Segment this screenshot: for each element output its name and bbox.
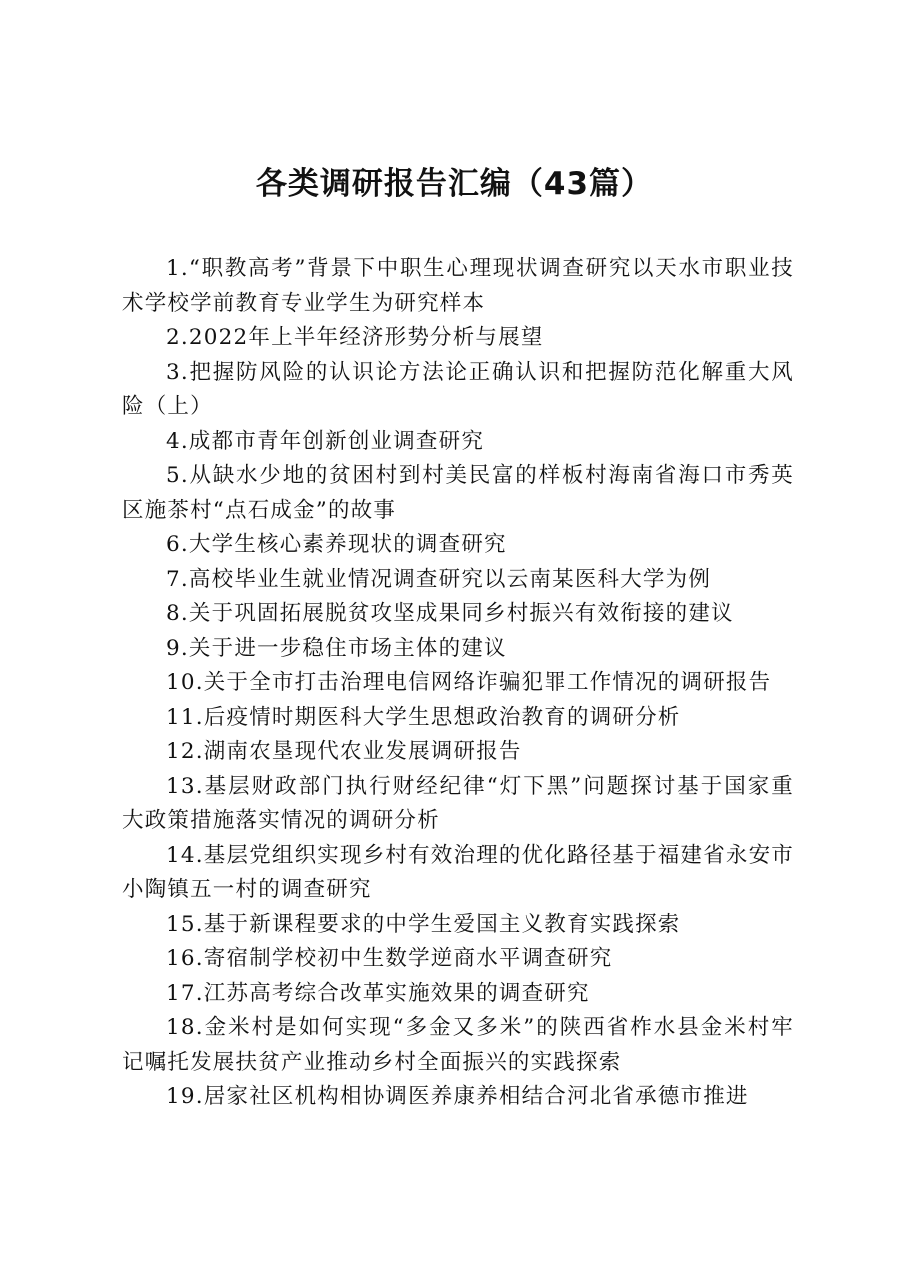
list-item: 6.大学生核心素养现状的调查研究 xyxy=(166,532,507,557)
report-list xyxy=(122,252,794,1115)
list-item: 14.基层党组织实现乡村有效治理的优化路径基于福建省永安市小陶镇五一村的调查研究 xyxy=(122,842,794,902)
list-item: 2.2022年上半年经济形势分析与展望 xyxy=(166,325,544,350)
list-item: 4.成都市青年创新创业调查研究 xyxy=(166,428,485,454)
list-item: 16.寄宿制学校初中生数学逆商水平调查研究 xyxy=(166,946,613,971)
list-item: 11.后疫情时期医科大学生思想政治教育的调研分析 xyxy=(166,704,681,730)
document-title: 各类调研报告汇编（43篇） xyxy=(255,166,654,202)
list-item: 18.金米村是如何实现“多金又多米”的陕西省柞水县金米村牢记嘱托发展扶贫产业推动乡村全面振兴的实践探索 xyxy=(122,1015,794,1075)
list-item: 8.关于巩固拓展脱贫攻坚成果同乡村振兴有效衔接的建议 xyxy=(166,601,734,626)
list-item: 1.“职教高考”背景下中职生心理现状调查研究以天水市职业技术学校学前教育专业学生为研究样本 xyxy=(122,256,794,316)
list-item: 3.把握防风险的认识论方法论正确认识和把握防范化解重大风险（上） xyxy=(122,359,794,419)
list-item: 17.江苏高考综合改革实施效果的调查研究 xyxy=(166,980,590,1006)
list-item: 7.高校毕业生就业情况调查研究以云南某医科大学为例 xyxy=(166,566,712,592)
list-item: 19.居家社区机构相协调医养康养相结合河北省承德市推进 xyxy=(166,1084,749,1109)
list-item: 5.从缺水少地的贫困村到村美民富的样板村海南省海口市秀英区施茶村“点石成金”的故事 xyxy=(122,463,794,523)
list-item: 15.基于新课程要求的中学生爱国主义教育实践探索 xyxy=(166,911,681,937)
list-item: 10.关于全市打击治理电信网络诈骗犯罪工作情况的调研报告 xyxy=(166,670,772,695)
list-item: 9.关于进一步稳住市场主体的建议 xyxy=(166,635,507,661)
list-item: 12.湖南农垦现代农业发展调研报告 xyxy=(166,739,522,764)
list-item: 13.基层财政部门执行财经纪律“灯下黑”问题探讨基于国家重大政策措施落实情况的调研分析 xyxy=(122,773,794,833)
